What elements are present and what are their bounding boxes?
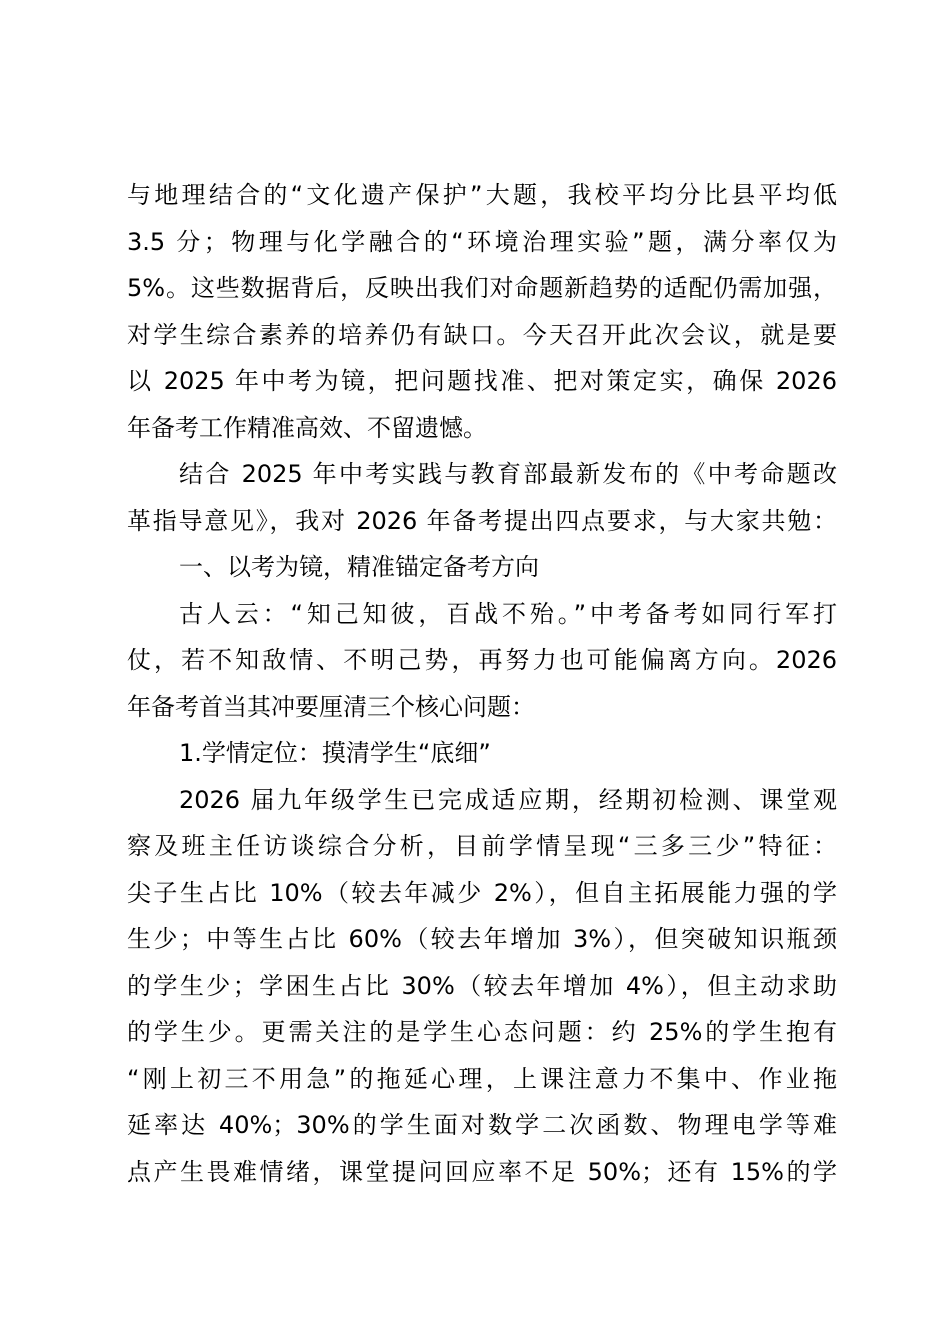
text-line: 仗，若不知敌情、不明己势，再努力也可能偏离方向。2026 <box>127 646 837 674</box>
document-body <box>127 172 837 1195</box>
text-line: 2026 届九年级学生已完成适应期，经期初检测、课堂观 <box>179 785 837 814</box>
text-line: 以 2025 年中考为镜，把问题找准、把对策定实，确保 2026 <box>127 367 837 395</box>
text-line: 延率达 40%；30%的学生面对数学二次函数、物理电学等难 <box>127 1111 837 1139</box>
text-line: 古人云：“知己知彼，百战不殆。”中考备考如同行军打 <box>179 599 837 628</box>
text-line: 年备考首当其冲要厘清三个核心问题： <box>127 692 535 721</box>
text-line: 革指导意见》，我对 2026 年备考提出四点要求，与大家共勉： <box>127 506 837 535</box>
text-line: 的学生少；学困生占比 30%（较去年增加 4%），但主动求助 <box>127 971 837 1000</box>
text-line: 的学生少。更需关注的是学生心态问题：约 25%的学生抱有 <box>127 1018 837 1046</box>
text-line: “刚上初三不用急”的拖延心理，上课注意力不集中、作业拖 <box>127 1064 837 1093</box>
text-line: 与地理结合的“文化遗产保护”大题，我校平均分比县平均低 <box>127 181 837 209</box>
text-line: 察及班主任访谈综合分析，目前学情呈现“三多三少”特征： <box>127 832 837 860</box>
text-line: 5%。这些数据背后，反映出我们对命题新趋势的适配仍需加强， <box>127 274 837 302</box>
text-line: 3.5 分；物理与化学融合的“环境治理实验”题，满分率仅为 <box>127 227 837 256</box>
text-line: 点产生畏难情绪，课堂提问回应率不足 50%；还有 15%的学 <box>127 1157 837 1186</box>
subsection-heading: 1.学情定位：摸清学生“底细” <box>179 739 491 767</box>
text-line: 尖子生占比 10%（较去年减少 2%），但自主拓展能力强的学 <box>127 878 837 907</box>
text-line: 结合 2025 年中考实践与教育部最新发布的《中考命题改 <box>179 460 837 488</box>
text-line: 对学生综合素养的培养仍有缺口。今天召开此次会议，就是要 <box>127 320 837 349</box>
text-line: 生少；中等生占比 60%（较去年增加 3%），但突破知识瓶颈 <box>127 925 837 953</box>
text-line: 年备考工作精准高效、不留遗憾。 <box>127 413 487 442</box>
section-heading: 一、以考为镜，精准锚定备考方向 <box>179 553 539 581</box>
